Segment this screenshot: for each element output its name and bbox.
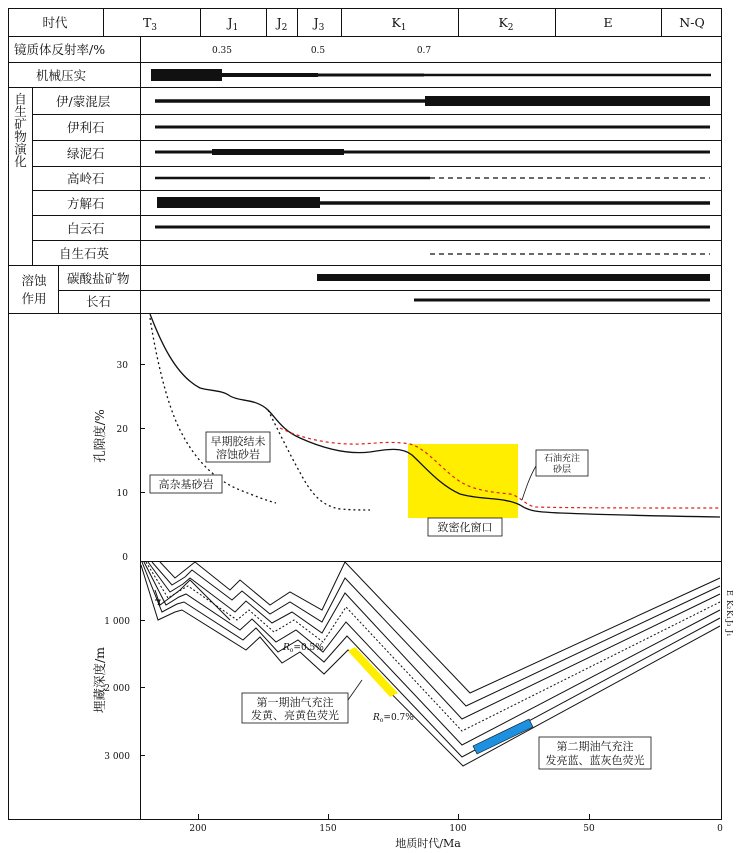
matrix-label: 高杂基砂岩 — [158, 478, 214, 491]
authigenic-group-label: 自生矿物演化 — [12, 92, 28, 168]
period-k1: $K_1$ — [391, 15, 407, 33]
porosity-panel — [92, 314, 720, 563]
row-label-calcite: 方解石 — [67, 196, 105, 211]
first-charge-leader — [348, 680, 362, 700]
header-row — [8, 8, 722, 37]
outer-frame — [9, 9, 722, 820]
burial-curve-1 — [160, 562, 720, 693]
formation-k1: K₁ — [725, 610, 734, 620]
x-tick-0: 0 — [717, 824, 723, 834]
dissolution-label-2: 作用 — [21, 291, 47, 306]
row-label-illite-smectite: 伊/蒙混层 — [56, 94, 111, 109]
burial-curve-7 — [141, 565, 720, 766]
bar-calcite-thick — [157, 197, 320, 208]
row-label-carbonate: 碳酸盐矿物 — [67, 271, 130, 286]
oil-fill-label-2: 砂层 — [552, 465, 572, 475]
row-label-feldspar: 长石 — [86, 294, 112, 309]
ro-07-label: $R_o=0.7\%$ — [373, 713, 414, 724]
x-tick-200: 200 — [189, 824, 207, 834]
x-tick-100: 100 — [449, 824, 467, 834]
window-label: 致密化窗口 — [437, 521, 493, 534]
burial-tick-1000: 1 000 — [104, 617, 130, 627]
period-j1: $J_1$ — [227, 15, 239, 33]
second-charge-label-1: 第二期油气充注 — [556, 740, 634, 753]
row-label-quartz: 自生石英 — [59, 246, 110, 261]
burial-ylabel: 埋藏深度/m — [92, 646, 107, 714]
second-charge-label-2: 发亮蓝、蓝灰色荧光 — [545, 754, 645, 767]
porosity-ylabel: 孔隙度/% — [92, 409, 107, 463]
x-axis-label: 地质时代/Ma — [395, 837, 461, 850]
densification-window — [408, 444, 518, 518]
formation-j3: J₃ — [725, 620, 734, 627]
period-j2: $J_2$ — [276, 15, 288, 33]
formation-k2: K₂ — [725, 600, 734, 610]
bar-carbonate — [317, 274, 710, 281]
compaction-row — [8, 68, 722, 88]
second-charge-bar — [473, 719, 533, 754]
row-label-illite: 伊利石 — [67, 120, 105, 135]
burial-tick-3000: 3 000 — [104, 752, 130, 762]
compaction-label: 机械压实 — [36, 68, 87, 83]
period-row-label: 时代 — [42, 15, 68, 30]
first-charge-label-2: 发黄、亮黄色荧光 — [251, 709, 339, 722]
dissolution-section — [8, 265, 722, 314]
oil-fill-label-1: 石油充注 — [543, 454, 581, 464]
porosity-tick-20: 20 — [116, 425, 128, 435]
ro-mark-07: 0.7 — [416, 46, 432, 56]
oil-fill-leader — [522, 466, 536, 500]
early-cement-label-2: 溶蚀砂岩 — [216, 448, 260, 461]
x-tick-150: 150 — [319, 824, 337, 834]
period-t3: $T_3$ — [142, 15, 158, 33]
early-cement-label-1: 早期胶结未 — [210, 435, 266, 448]
authigenic-section — [8, 87, 722, 266]
burial-curves — [141, 562, 720, 766]
burial-tick-2000: 2 000 — [104, 684, 130, 694]
formation-e: E — [725, 590, 734, 596]
formation-j1: J₁ — [725, 630, 734, 637]
row-label-chlorite: 绿泥石 — [67, 146, 105, 161]
burial-curve-6 — [142, 562, 720, 757]
dissolution-label-1: 溶蚀 — [21, 273, 47, 288]
ro-mark-035: 0.35 — [211, 46, 233, 56]
vitrinite-label: 镜质体反射率/% — [14, 42, 106, 57]
bar-illite-smectite-thick — [425, 96, 710, 106]
ro-mark-05: 0.5 — [310, 46, 326, 56]
porosity-tick-10: 10 — [116, 489, 128, 499]
burial-curve-2 — [152, 562, 720, 706]
porosity-tick-0: 0 — [122, 553, 128, 563]
period-nq: N-Q — [679, 15, 705, 30]
period-e: E — [603, 15, 613, 30]
porosity-tick-30: 30 — [116, 361, 128, 371]
burial-panel — [92, 562, 734, 769]
ro-05-label: $R_o=0.5\%$ — [283, 643, 324, 654]
x-tick-50: 50 — [583, 824, 595, 834]
porosity-curve-early — [268, 410, 370, 510]
period-k2: $K_2$ — [498, 15, 514, 33]
period-j3: $J_3$ — [313, 15, 325, 33]
compaction-bar-heavy — [151, 69, 222, 81]
row-label-dolomite: 白云石 — [67, 221, 105, 236]
row-label-kaolinite: 高岭石 — [67, 171, 105, 186]
formation-labels — [725, 590, 734, 636]
first-charge-label-1: 第一期油气充注 — [256, 696, 334, 709]
